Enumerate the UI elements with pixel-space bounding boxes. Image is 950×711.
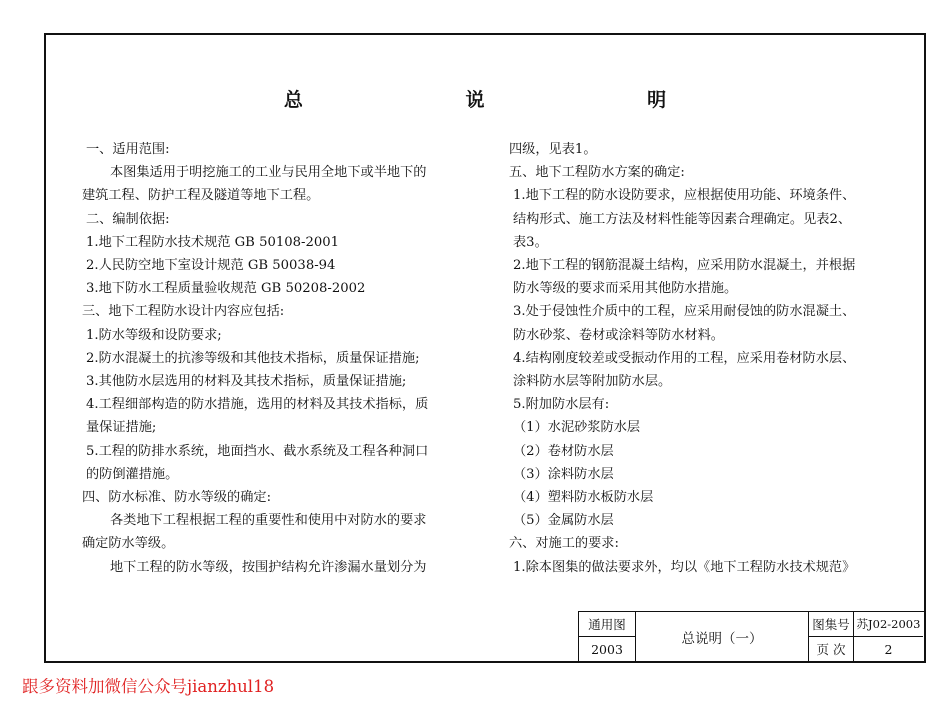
atlas-number-label: 图集号 [809, 612, 854, 637]
text-line: 一、适用范围: [86, 142, 170, 157]
text-line: （4）塑料防水板防水层 [513, 490, 654, 506]
text-line: 防水等级的要求而采用其他防水措施。 [513, 281, 738, 297]
title-block [578, 611, 924, 661]
text-line: 六、对施工的要求: [509, 536, 619, 552]
text-line: 结构形式、施工方法及材料性能等因素合理确定。见表2、 [513, 211, 852, 227]
text-line: 五、地下工程防水方案的确定: [509, 165, 685, 181]
atlas-number-value: 苏J02-2003 [854, 612, 923, 637]
text-line: （1）水泥砂浆防水层 [513, 420, 641, 436]
text-line: 各类地下工程根据工程的重要性和使用中对防水的要求 [110, 513, 427, 529]
text-line: 4.结构刚度较差或受振动作用的工程，应采用卷材防水层、 [513, 350, 856, 366]
text-line: 表3。 [513, 234, 548, 250]
text-line: 四级，见表1。 [509, 142, 597, 157]
right-column [509, 138, 899, 579]
text-line: 三、地下工程防水设计内容应包括: [82, 304, 285, 320]
text-line: 1.防水等级和设防要求; [86, 327, 222, 343]
text-line: 5.工程的防排水系统，地面挡水、截水系统及工程各种洞口 [86, 443, 429, 459]
text-line: （5）金属防水层 [513, 513, 614, 529]
page-label: 页 次 [809, 637, 854, 661]
text-line: 确定防水等级。 [82, 536, 175, 552]
text-line: 量保证措施; [86, 420, 157, 436]
year-value: 2003 [579, 637, 636, 661]
text-line: 2.地下工程的钢筋混凝土结构，应采用防水混凝土，并根据 [513, 258, 856, 274]
general-drawing-label: 通用图 [579, 612, 636, 637]
text-line: 4.工程细部构造的防水措施，选用的材料及其技术指标，质 [86, 397, 429, 413]
text-line: 1.地下工程防水技术规范 GB 50108-2001 [86, 234, 340, 250]
text-line: 1.除本图集的做法要求外，均以《地下工程防水技术规范》 [513, 559, 856, 575]
text-line: 本图集适用于明挖施工的工业与民用全地下或半地下的 [110, 165, 427, 181]
text-line: 地下工程的防水等级，按围护结构允许渗漏水量划分为 [110, 559, 427, 575]
text-line: 2.防水混凝土的抗渗等级和其他技术指标，质量保证措施; [86, 350, 420, 366]
text-line: （3）涂料防水层 [513, 466, 614, 482]
text-line: 2.人民防空地下室设计规范 GB 50038-94 [86, 258, 336, 274]
text-line: 二、编制依据: [86, 211, 170, 227]
text-line: 四、防水标准、防水等级的确定: [82, 490, 272, 506]
text-line: 防水砂浆、卷材或涂料等防水材料。 [513, 327, 724, 343]
left-column [82, 138, 484, 579]
text-line: 1.地下工程的防水设防要求，应根据使用功能、环境条件、 [513, 188, 856, 204]
text-line: 5.附加防水层有: [513, 397, 610, 413]
page-title: 总 说 明 [283, 89, 745, 111]
text-line: 涂料防水层等附加防水层。 [513, 374, 672, 390]
text-line: （2）卷材防水层 [513, 443, 614, 459]
text-line: 3.地下防水工程质量验收规范 GB 50208-2002 [86, 281, 366, 297]
text-line: 3.处于侵蚀性介质中的工程，应采用耐侵蚀的防水混凝土、 [513, 304, 856, 320]
page-number: 2 [884, 641, 893, 657]
text-line: 的防倒灌措施。 [86, 466, 179, 482]
text-line: 建筑工程、防护工程及隧道等地下工程。 [82, 188, 320, 204]
watermark-text: 跟多资料加微信公众号jianzhul18 [22, 677, 275, 696]
sheet-title: 总说明（一） [636, 612, 809, 661]
text-line: 3.其他防水层选用的材料及其技术指标，质量保证措施; [86, 374, 407, 390]
